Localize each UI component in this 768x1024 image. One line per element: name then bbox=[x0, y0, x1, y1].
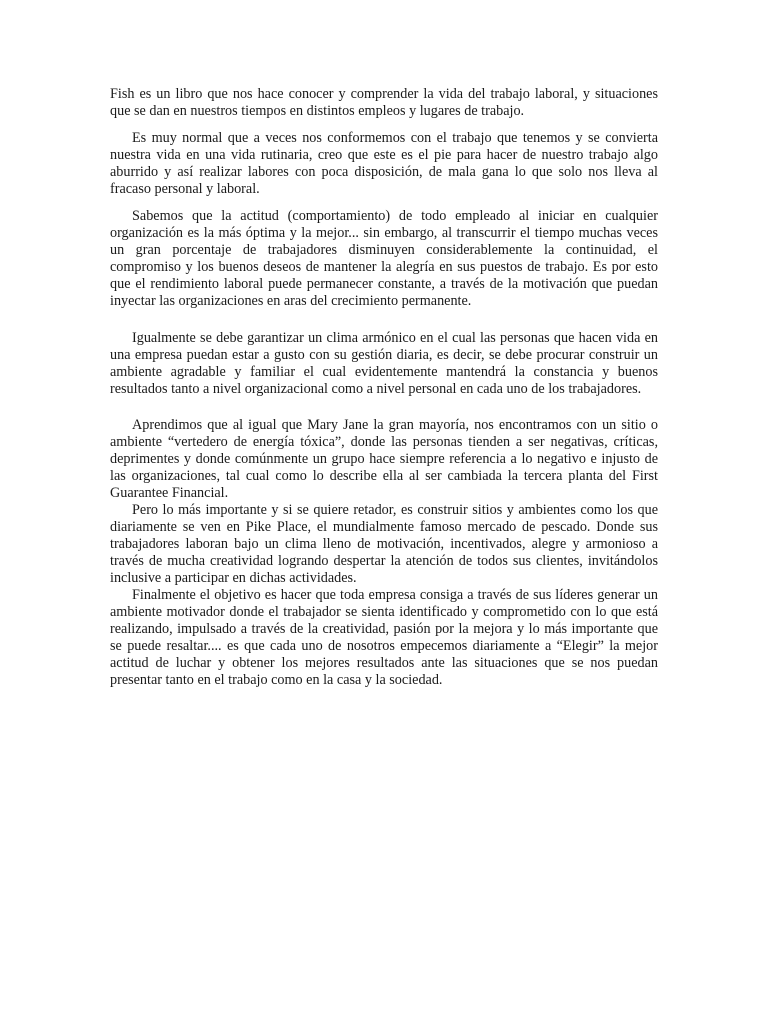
paragraph-pike-place: Pero lo más importante y si se quiere retador, es construir sitios y ambientes como los que diariamente se ven en Pike Place, el mundialmente famoso mercado de pescado. Donde sus trabajadores laboran bajo un clima lleno de motivación, incentivados, alegre y armonioso a través de mucha creatividad logrando despertar la atención de todos sus clientes, invitándolos inclusive a participar en dichas actividades. bbox=[110, 502, 658, 586]
paragraph-conclusion: Finalmente el objetivo es hacer que toda empresa consiga a través de sus líderes generar un ambiente motivador donde el trabajador se sienta identificado y comprometido con lo que está realizando, impulsado a través de la creatividad, pasión por la mejora y lo más importante que se puede resaltar.... es que cada uno de nosotros empecemos diariamente a “Elegir” la mejor actitud de luchar y obtener los mejores resultados ante las situaciones que se nos puedan presentar tanto en el trabajo como en la casa y la sociedad. bbox=[110, 587, 658, 688]
paragraph-conformity: Es muy normal que a veces nos conformemos con el trabajo que tenemos y se convierta nuestra vida en una vida rutinaria, creo que este es el pie para hacer de nuestro trabajo algo aburrido y así realizar labores con poca disposición, de mala gana lo que solo nos lleva al fracaso personal y laboral. bbox=[110, 130, 658, 197]
paragraph-climate: Igualmente se debe garantizar un clima armónico en el cual las personas que hacen vida en una empresa puedan estar a gusto con su gestión diaria, es decir, se debe procurar construir un ambiente agradable y familiar el cual evidentemente mantendrá la constancia y buenos resultados tanto a nivel organizacional como a nivel personal en cada uno de los trabajadores. bbox=[110, 330, 658, 397]
paragraph-mary-jane: Aprendimos que al igual que Mary Jane la gran mayoría, nos encontramos con un sitio o ambiente “vertedero de energía tóxica”, donde las personas tienden a ser negativas, críticas, deprimentes y donde comúnmente un grupo hace siempre referencia a lo negativo e injusto de las organizaciones, tal cual como lo describe ella al ser cambiada la tercera planta del First Guarantee Financial. bbox=[110, 417, 658, 501]
document-body bbox=[110, 86, 658, 689]
paragraph-intro: Fish es un libro que nos hace conocer y comprender la vida del trabajo laboral, y situaciones que se dan en nuestros tiempos en distintos empleos y lugares de trabajo. bbox=[110, 86, 658, 119]
paragraph-attitude: Sabemos que la actitud (comportamiento) de todo empleado al iniciar en cualquier organización es la más óptima y la mejor... sin embargo, al transcurrir el tiempo muchas veces un gran porcentaje de trabajadores disminuyen considerablemente la continuidad, el compromiso y los buenos deseos de mantener la alegría en sus puestos de trabajo. Es por esto que el rendimiento laboral puede permanecer constante, a través de la motivación que puedan inyectar las organizaciones en aras del crecimiento permanente. bbox=[110, 208, 658, 309]
